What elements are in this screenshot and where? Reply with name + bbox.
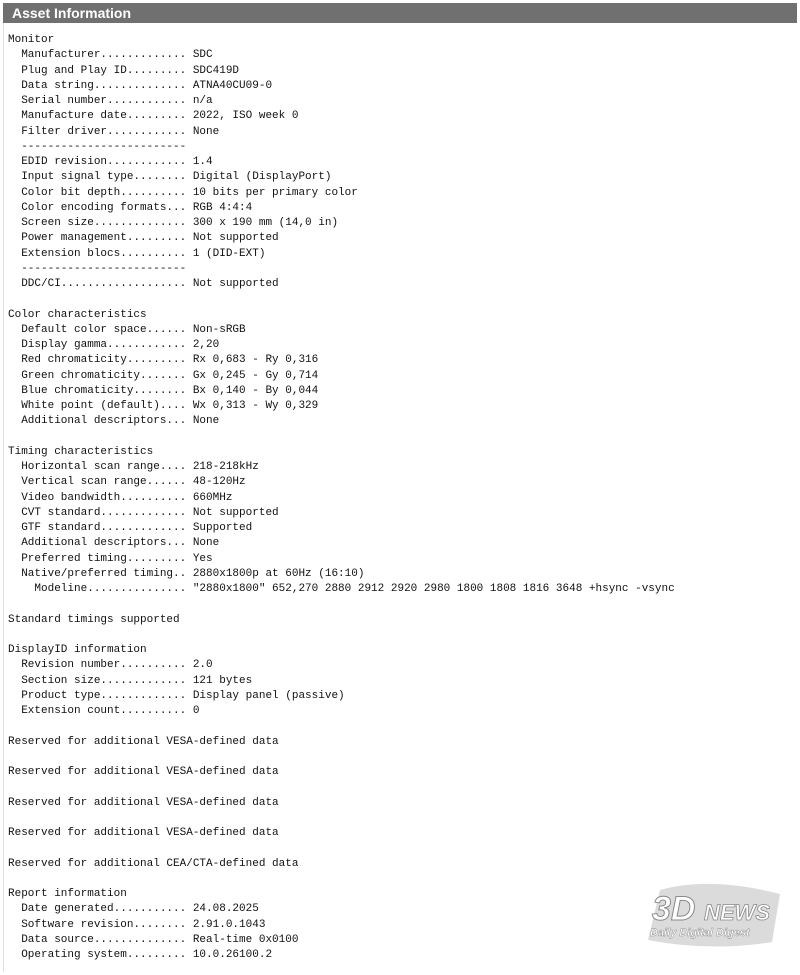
svg-text:3D: 3D: [652, 890, 696, 928]
report-line: Timing characteristics: [8, 445, 154, 458]
report-line: Manufacture date......... 2022, ISO week 0: [8, 110, 299, 123]
report-line: Color encoding formats... RGB 4:4:4: [8, 201, 253, 214]
report-line: [8, 750, 675, 765]
report-line: Manufacturer............. SDC: [8, 49, 213, 62]
report-line: Modeline............... "2880x1800" 652,270 2880 2912 2920 2980 1800 1808 1816 3648 +hsync -vsync: [8, 583, 675, 595]
report-line: Horizontal scan range.... 218-218kHz: [8, 461, 259, 473]
report-line: Reserved for additional VESA-defined data: [8, 796, 279, 809]
report-line: Revision number.......... 2.0: [8, 659, 213, 672]
report-line: Reserved for additional VESA-defined data: [8, 827, 279, 839]
report-line: Section size............. 121 bytes: [8, 674, 253, 687]
report-line: Monitor: [8, 34, 55, 46]
report-line: Serial number............ n/a: [8, 95, 213, 107]
report-line: Display gamma............ 2,20: [8, 339, 220, 351]
report-line: Software revision........ 2.91.0.1043: [8, 918, 266, 931]
svg-text:Daily Digital Digest: Daily Digital Digest: [650, 927, 750, 939]
report-line: Power management......... Not supported: [8, 232, 279, 245]
report-line: [8, 780, 675, 795]
report-line: Data source.............. Real-time 0x0100: [8, 933, 299, 946]
report-line: Screen size.............. 300 x 190 mm (14,0 in): [8, 217, 339, 229]
report-line: Date generated........... 24.08.2025: [8, 903, 259, 916]
report-line: [8, 430, 675, 445]
report-line: Reserved for additional CEA/CTA-defined data: [8, 857, 299, 870]
panel-title: Asset Information: [12, 5, 132, 21]
report-line: [8, 628, 675, 643]
report-line: Green chromaticity....... Gx 0,245 - Gy 0,714: [8, 369, 319, 382]
report-line: Preferred timing......... Yes: [8, 552, 213, 565]
report-line: Blue chromaticity........ Bx 0,140 - By 0,044: [8, 384, 319, 397]
report-line: Input signal type........ Digital (DisplayPort): [8, 171, 332, 184]
report-line: Plug and Play ID......... SDC419D: [8, 64, 240, 77]
report-line: [8, 841, 675, 856]
report-line: [8, 719, 675, 734]
report-text[interactable]: [8, 33, 675, 963]
report-line: Product type............. Display panel (passive): [8, 689, 345, 702]
report-line: -------------------------: [8, 140, 187, 153]
report-line: Standard timings supported: [8, 613, 180, 626]
report-line: Color characteristics: [8, 308, 147, 321]
svg-text:NEWS: NEWS: [704, 900, 770, 925]
report-line: Vertical scan range...... 48-120Hz: [8, 476, 246, 489]
report-line: CVT standard............. Not supported: [8, 506, 279, 519]
report-line: GTF standard............. Supported: [8, 522, 253, 534]
report-line: [8, 811, 675, 826]
report-line: DDC/CI................... Not supported: [8, 278, 279, 290]
report-line: Extension count.......... 0: [8, 705, 200, 717]
watermark-logo: [640, 880, 785, 960]
report-line: Default color space...... Non-sRGB: [8, 323, 246, 336]
report-line: Additional descriptors... None: [8, 537, 220, 550]
report-line: Additional descriptors... None: [8, 415, 220, 428]
report-line: [8, 292, 675, 307]
report-line: Red chromaticity......... Rx 0,683 - Ry 0,316: [8, 354, 319, 367]
panel-header: [3, 3, 797, 23]
report-line: Filter driver............ None: [8, 125, 220, 138]
report-line: EDID revision............ 1.4: [8, 156, 213, 168]
report-line: Report information: [8, 888, 127, 900]
report-line: Native/preferred timing.. 2880x1800p at 60Hz (16:10): [8, 567, 365, 580]
report-line: [8, 872, 675, 887]
report-line: White point (default).... Wx 0,313 - Wy 0,329: [8, 400, 319, 412]
report-line: Extension blocs.......... 1 (DID-EXT): [8, 247, 266, 260]
report-line: DisplayID information: [8, 644, 147, 656]
report-line: Reserved for additional VESA-defined data: [8, 735, 279, 748]
report-line: Video bandwidth.......... 660MHz: [8, 491, 233, 504]
report-line: Color bit depth.......... 10 bits per primary color: [8, 186, 358, 199]
report-line: Reserved for additional VESA-defined data: [8, 766, 279, 778]
watermark-logo-graphic: [640, 880, 785, 960]
report-line: [8, 597, 675, 612]
report-line: Data string.............. ATNA40CU09-0: [8, 79, 273, 92]
report-line: -------------------------: [8, 262, 187, 275]
report-line: Operating system......... 10.0.26100.2: [8, 949, 273, 961]
